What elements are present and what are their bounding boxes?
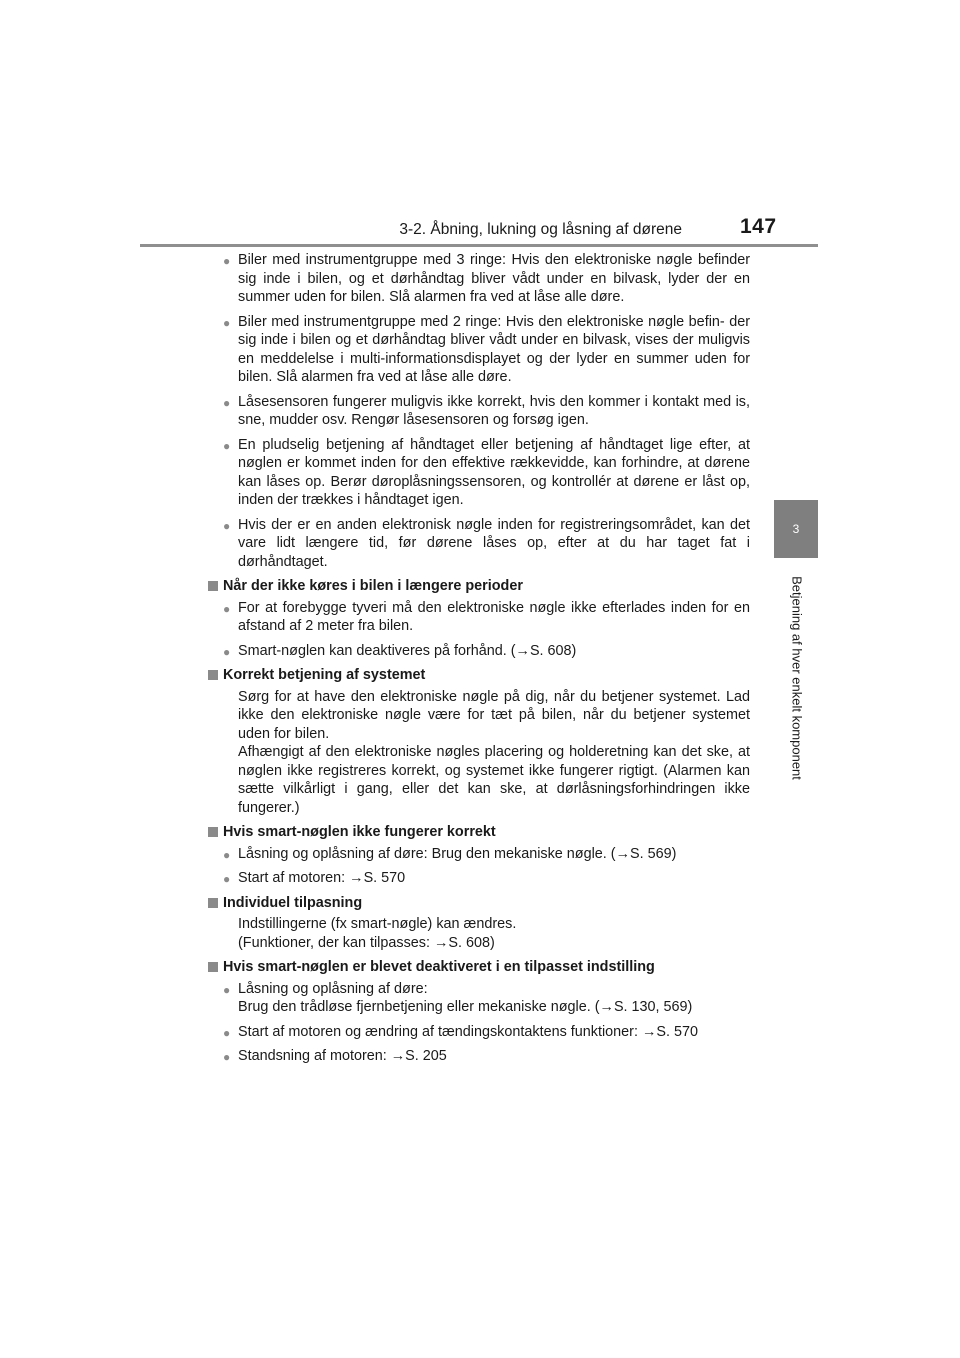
body-paragraph xyxy=(208,688,750,818)
section-heading xyxy=(208,823,750,842)
square-marker-icon xyxy=(208,827,218,837)
section-heading-text: Individuel tilpasning xyxy=(223,894,363,911)
paragraph-text: Indstillingerne (fx smart-nøgle) kan ændres. xyxy=(238,916,517,932)
list-item-text: Biler med instrumentgruppe med 3 ringe: Hvis den elektroniske nøgle befinder sig inde i bilen, og et dørhåndtag bliver vådt under en bilvask, lyder der en summer uden for bilen. Slå alarmen fra ved at låse alle døre. xyxy=(238,252,750,305)
chapter-tab xyxy=(774,500,818,558)
list-item xyxy=(208,1023,750,1042)
square-marker-icon xyxy=(208,670,218,680)
list-item xyxy=(208,980,750,1017)
paragraph-text: Afhængigt af den elektroniske nøgles placering og holderetning kan det ske, at nøglen ikke registreres korrekt, og systemet ikke fungerer rigtigt. (Alarmen kan sætte vilkårligt i gang, eller det kan ske, at dørlåsningsforhindringen ikke fungerer.) xyxy=(238,744,750,816)
list-item-text: Låsning og oplåsning af døre: xyxy=(238,980,428,997)
section-heading xyxy=(208,958,750,977)
page-content xyxy=(208,251,750,1072)
square-marker-icon xyxy=(208,898,218,908)
list-item xyxy=(208,642,750,661)
header-divider xyxy=(140,244,818,247)
list-item-text: For at forebygge tyveri må den elektroniske nøgle ikke efterlades inden for en afstand af 2 meter fra bilen. xyxy=(238,599,750,634)
list-item-text: Brug den trådløse fjernbetjening eller mekaniske nøgle. (→S. 130, 569) xyxy=(238,999,693,1015)
list-item xyxy=(208,393,750,430)
paragraph-text: (Funktioner, der kan tilpasses: →S. 608) xyxy=(238,934,495,951)
square-marker-icon xyxy=(208,581,218,591)
section-heading xyxy=(208,666,750,685)
list-item-text: Smart-nøglen kan deaktiveres på forhånd. (→S. 608) xyxy=(238,642,577,659)
list-item-text: Standsning af motoren: →S. 205 xyxy=(238,1048,447,1064)
bullet-icon: ● xyxy=(223,1025,231,1040)
section-heading xyxy=(208,577,750,596)
square-marker-icon xyxy=(208,962,218,972)
bullet-icon: ● xyxy=(223,254,231,268)
body-paragraph xyxy=(208,915,750,952)
list-item-text: Start af motoren og ændring af tændingskontaktens funktioner: →S. 570 xyxy=(238,1023,698,1040)
list-item xyxy=(208,869,750,888)
page-number: 147 xyxy=(740,215,777,238)
list-item xyxy=(208,516,750,572)
bullet-icon: ● xyxy=(223,315,231,330)
list-item-text: En pludselig betjening af håndtaget eller betjening af håndtaget lige efter, at nøglen er kommet inden for den effektive rækkevidde, kan forhindre, at dørene kan låses op. Berør døroplåsningssensoren, og kontrollér at dørene er låst op, inden der trækkes i håndtaget igen. xyxy=(238,436,750,508)
list-item-text: Biler med instrumentgruppe med 2 ringe: Hvis den elektroniske nøgle befin- der sig inde i bilen og et dørhåndtag bliver vådt under en bilvask, vises der muligvis en meddelelse i multi-informationsdisplayet og der lyder en summer uden for bilen. Slå alarmen fra ved at låse alle døre. xyxy=(238,313,750,385)
section-heading xyxy=(208,894,750,913)
running-header-title: 3-2. Åbning, lukning og låsning af dørene xyxy=(399,221,682,238)
list-item xyxy=(208,845,750,864)
list-item-text: Hvis der er en anden elektronisk nøgle inden for registreringsområdet, kan det vare lidt længere tid, før dørene låses op, efter at du har taget fat i dørhåndtaget. xyxy=(238,516,750,570)
bullet-icon: ● xyxy=(223,518,231,533)
bullet-icon: ● xyxy=(223,644,231,659)
list-item-text: Start af motoren: →S. 570 xyxy=(238,870,406,886)
list-item xyxy=(208,599,750,636)
bullet-icon: ● xyxy=(223,847,231,862)
chapter-label: Betjening af hver enkelt komponent xyxy=(789,576,805,780)
bullet-icon: ● xyxy=(223,601,231,616)
section-heading-text: Korrekt betjening af systemet xyxy=(223,667,426,683)
bullet-icon: ● xyxy=(223,982,231,997)
list-item xyxy=(208,313,750,387)
section-heading-text: Hvis smart-nøglen er blevet deaktiveret i en tilpasset indstilling xyxy=(223,959,655,975)
paragraph-text: Sørg for at have den elektroniske nøgle på dig, når du betjener systemet. Lad ikke den elektroniske nøgle være for tæt på bilen, når du betjener systemet uden for bilen. xyxy=(238,688,750,742)
list-item xyxy=(208,436,750,510)
list-item xyxy=(208,1047,750,1066)
section-heading-text: Når der ikke køres i bilen i længere perioder xyxy=(223,578,523,594)
bullet-icon: ● xyxy=(223,1050,231,1064)
bullet-icon: ● xyxy=(223,872,231,886)
list-item xyxy=(208,251,750,307)
section-heading-text: Hvis smart-nøglen ikke fungerer korrekt xyxy=(223,824,496,840)
chapter-number: 3 xyxy=(792,522,800,536)
list-item-text: Låsning og oplåsning af døre: Brug den mekaniske nøgle. (→S. 569) xyxy=(238,845,677,862)
list-item-text: Låsesensoren fungerer muligvis ikke korrekt, hvis den kommer i kontakt med is, sne, mudder osv. Rengør låsesensoren og forsøg igen. xyxy=(238,393,750,428)
bullet-icon: ● xyxy=(223,395,231,410)
bullet-icon: ● xyxy=(223,438,231,453)
